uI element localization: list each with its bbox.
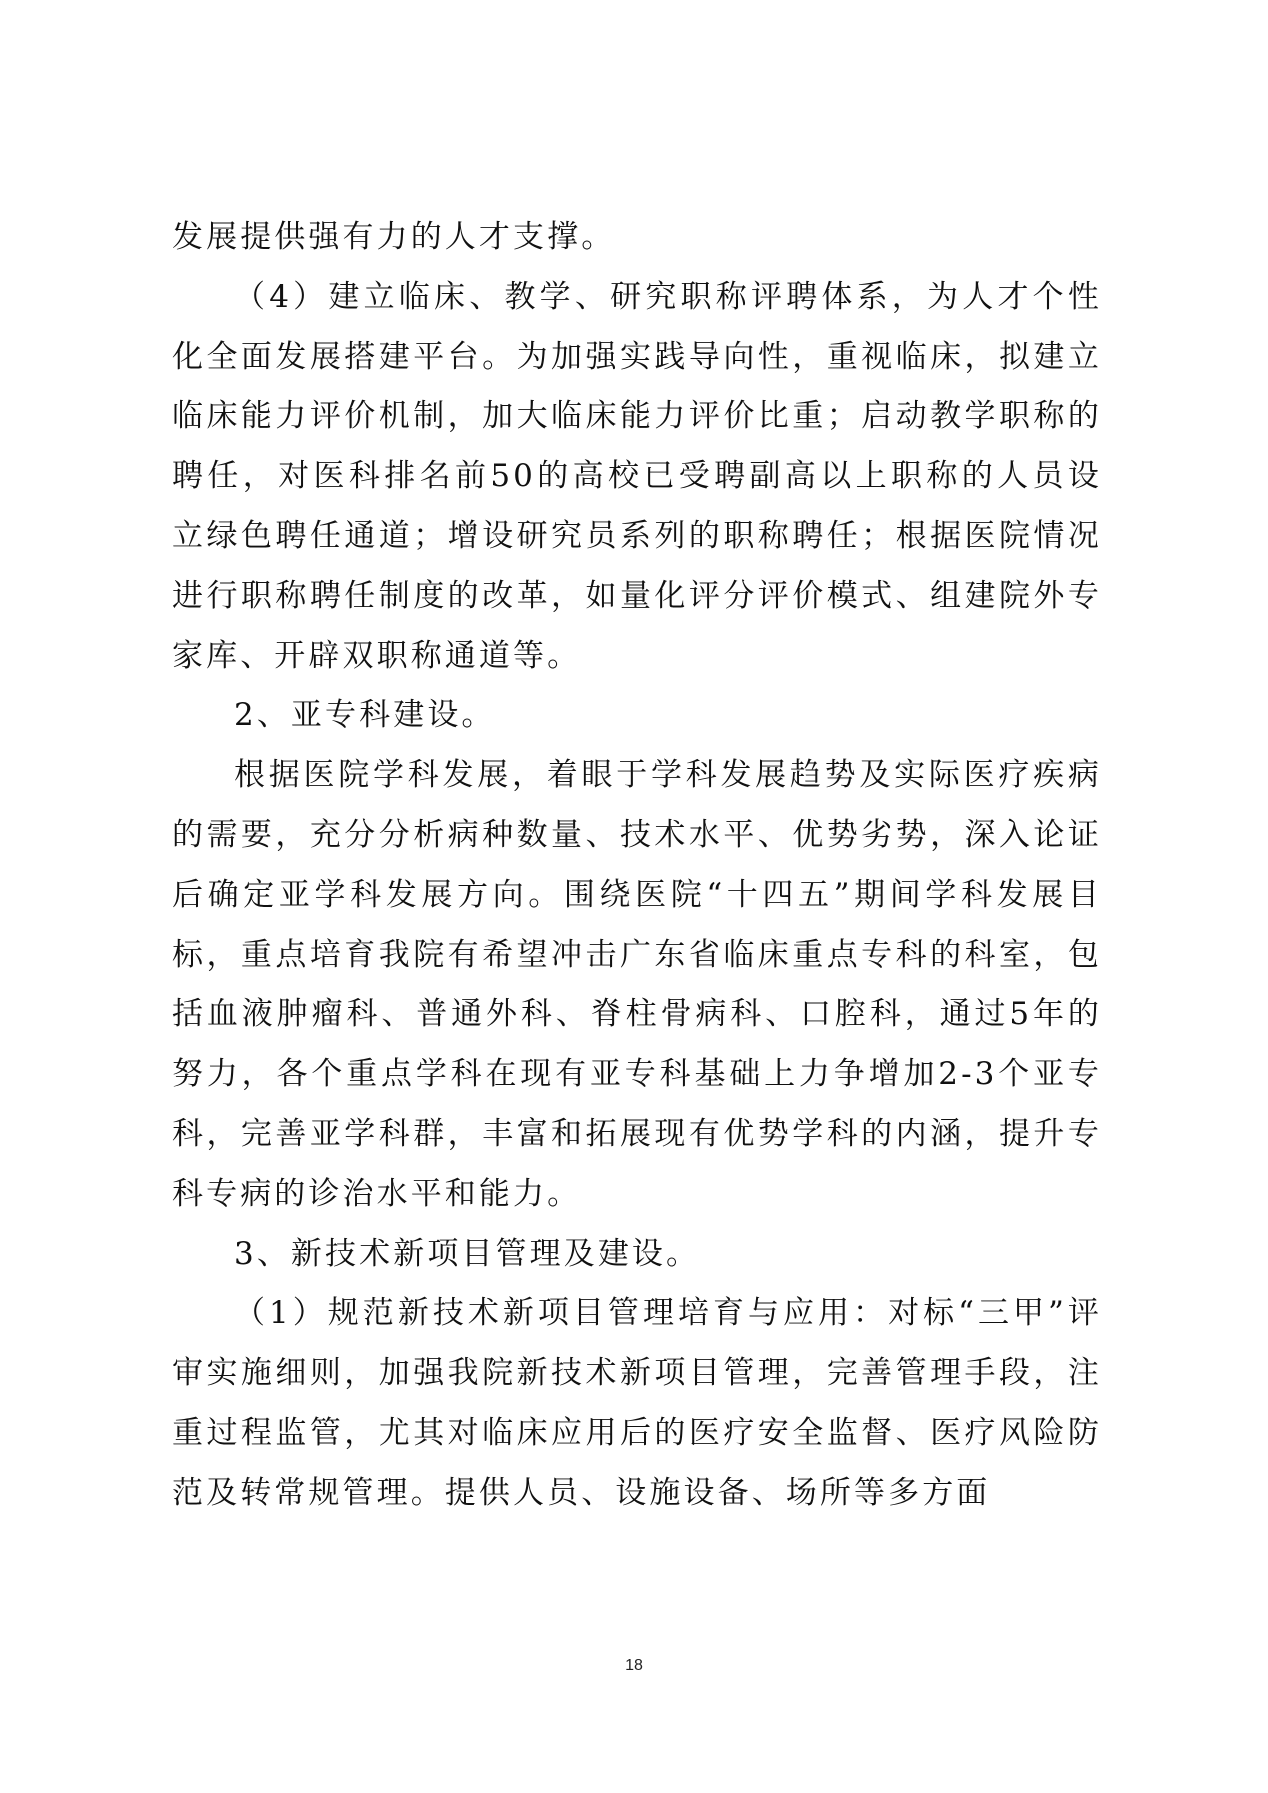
section-heading-new-technology: 3、新技术新项目管理及建设。 bbox=[234, 1235, 701, 1272]
paragraph-2: （4）建立临床、教学、研究职称评聘体系，为人才个性化全面发展搭建平台。为加强实践导向性，重视临床，拟建立临床能力评价机制，加大临床能力评价比重；启动教学职称的聘任，对医科排名前50的高校已受聘副高以上职称的人员设立绿色聘任通道；增设研究员系列的职称聘任；根据医院情况进行职称聘任制度的改革，如量化评分评价模式、组建院外专家库、开辟双职称通道等。 bbox=[172, 278, 1102, 674]
page-number: 18 bbox=[625, 1657, 643, 1674]
paragraph-4: （1）规范新技术新项目管理培育与应用：对标“三甲”评审实施细则，加强我院新技术新项目管理，完善管理手段，注重过程监管，尤其对临床应用后的医疗安全监督、医疗风险防范及转常规管理。提供人员、设施设备、场所等多方面 bbox=[172, 1295, 1102, 1511]
paragraph-1: 发展提供强有力的人才支撑。 bbox=[172, 219, 616, 255]
document-body bbox=[172, 208, 1102, 1524]
section-heading-subspecialty: 2、亚专科建设。 bbox=[234, 697, 496, 734]
paragraph-3: 根据医院学科发展，着眼于学科发展趋势及实际医疗疾病的需要，充分分析病种数量、技术水平、优势劣势，深入论证后确定亚学科发展方向。围绕医院“十四五”期间学科发展目标，重点培育我院有希望冲击广东省临床重点专科的科室，包括血液肿瘤科、普通外科、脊柱骨病科、口腔科，通过5年的努力，各个重点学科在现有亚专科基础上力争增加2-3个亚专科，完善亚学科群，丰富和拓展现有优势学科的内涵，提升专科专病的诊治水平和能力。 bbox=[172, 757, 1102, 1212]
